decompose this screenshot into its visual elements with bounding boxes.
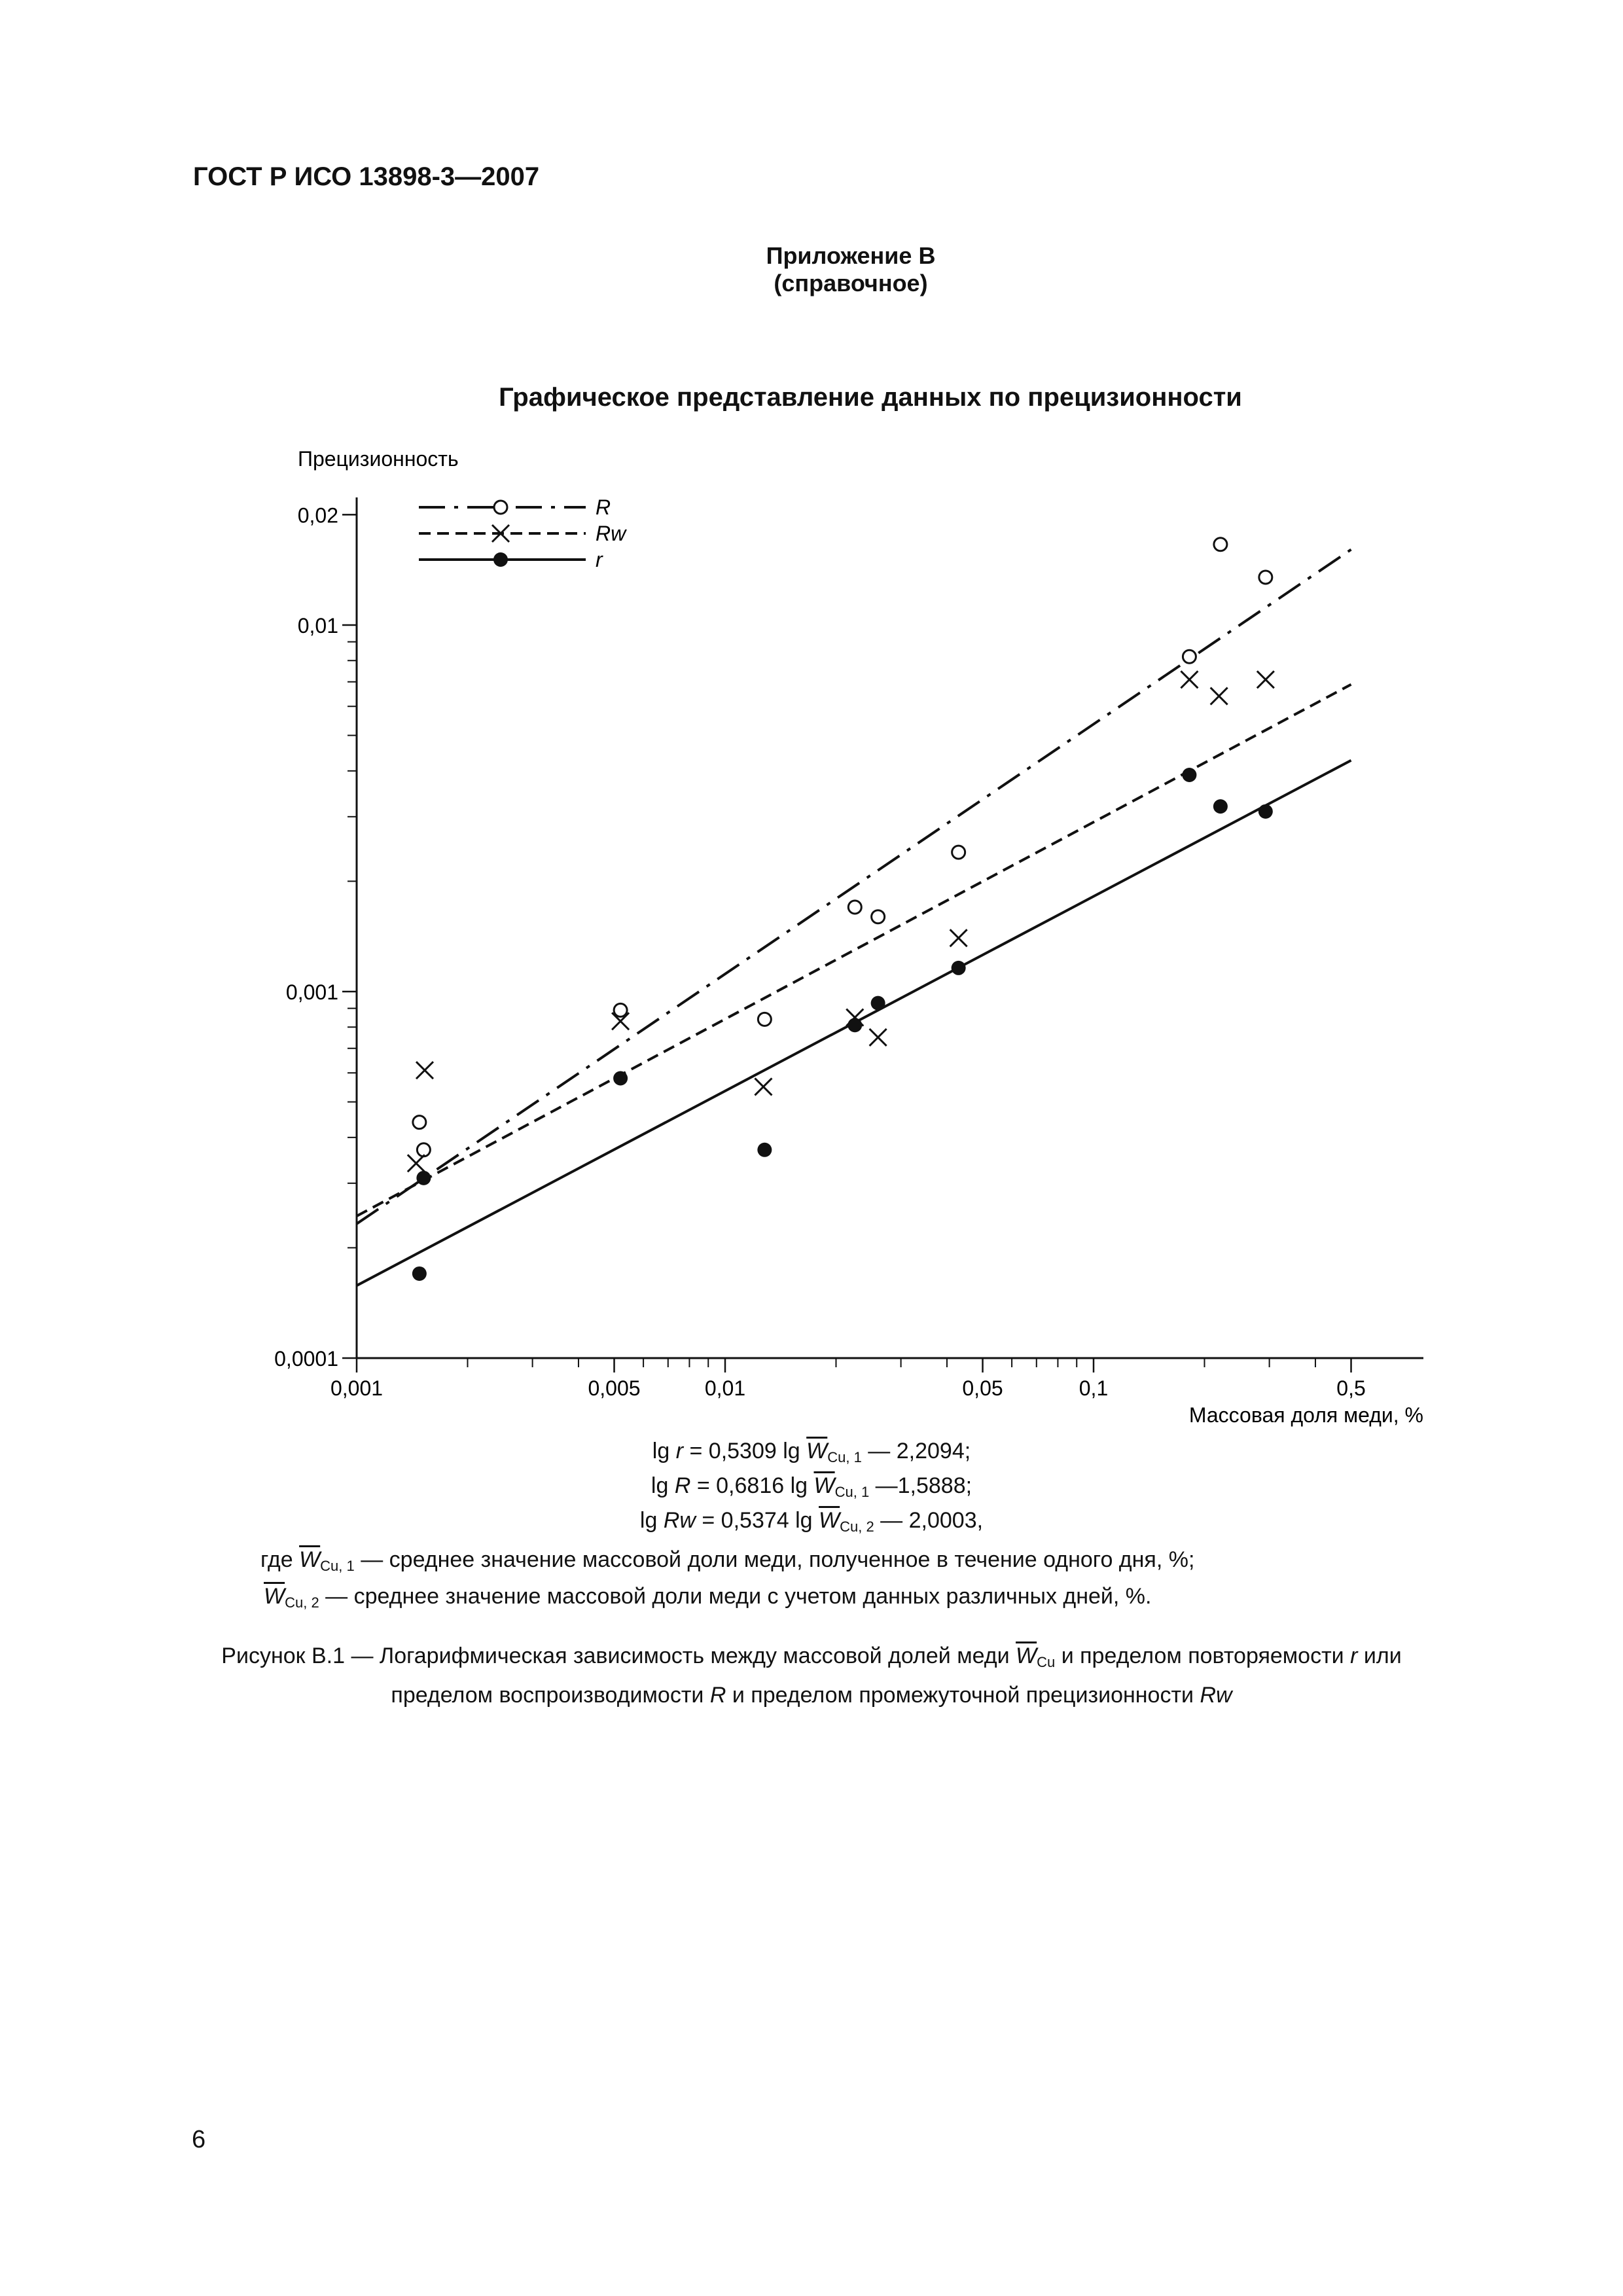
point-R — [1183, 650, 1196, 663]
eq-Rw-mid: = 0,5374 lg — [695, 1508, 819, 1533]
chart-legend — [419, 495, 627, 571]
eq-R-symbol: R — [674, 1473, 691, 1498]
fit-lines — [357, 550, 1351, 1286]
y-axis-label: Прецизионность — [298, 447, 459, 471]
x-tick-label: 0,005 — [588, 1376, 641, 1400]
data-points — [408, 538, 1274, 1281]
caption-part2: и пределом повторяемости — [1055, 1643, 1351, 1668]
where1-sub: Cu, 1 — [320, 1558, 355, 1574]
point-Rw — [1257, 671, 1274, 688]
x-tick-label: 0,01 — [704, 1376, 746, 1400]
where-line-2 — [264, 1584, 1151, 1611]
point-r — [613, 1071, 628, 1085]
eq-r-sub: Cu, 1 — [827, 1449, 862, 1465]
legend-marker-r — [493, 552, 508, 567]
eq-r-mid: = 0,5309 lg — [683, 1439, 807, 1463]
point-Rw — [870, 1029, 887, 1046]
annex-status: (справочное) — [774, 270, 928, 296]
caption-Rw: Rw — [1200, 1683, 1232, 1708]
point-R — [872, 910, 885, 924]
legend-label-r: r — [596, 548, 603, 571]
caption-part4: пределом воспроизводимости — [391, 1683, 710, 1708]
fit-line-R — [357, 550, 1351, 1224]
eq-R-lead: lg — [651, 1473, 675, 1498]
y-tick-label: 0,0001 — [274, 1347, 338, 1371]
point-r — [871, 996, 885, 1011]
y-tick-label: 0,02 — [297, 503, 338, 528]
eq-R-w: $\overline{W}$ — [813, 1473, 835, 1498]
point-r — [1258, 804, 1273, 819]
point-R — [848, 901, 861, 914]
point-r — [847, 1018, 862, 1032]
where1-lead: где — [260, 1547, 300, 1572]
annex-title: Приложение В — [766, 242, 936, 269]
eq-R-tail: —1,5888; — [869, 1473, 972, 1498]
where1-w: $\overline{W}$ — [299, 1547, 321, 1572]
x-tick-label: 0,001 — [330, 1376, 383, 1400]
point-Rw — [416, 1062, 433, 1079]
x-tick-label: 0,1 — [1079, 1376, 1109, 1400]
point-R — [1214, 538, 1227, 551]
caption-part3: или — [1357, 1643, 1402, 1668]
point-R — [952, 846, 965, 859]
where1-tail: — среднее значение массовой доли меди, полученное в течение одного дня, %; — [354, 1547, 1195, 1572]
equation-Rw — [0, 1508, 1623, 1535]
eq-r-tail: — 2,2094; — [861, 1439, 971, 1463]
equation-r — [0, 1439, 1623, 1466]
eq-Rw-symbol: Rw — [663, 1508, 696, 1533]
x-axis-label: Массовая доля меди, % — [1188, 1403, 1423, 1427]
y-tick-label: 0,01 — [297, 614, 338, 637]
eq-R-sub: Cu, 1 — [834, 1484, 870, 1500]
eq-r-lead: lg — [652, 1439, 676, 1463]
where2-sub: Cu, 2 — [285, 1594, 319, 1611]
point-r — [412, 1266, 427, 1281]
eq-Rw-w: $\overline{W}$ — [819, 1508, 840, 1533]
point-R — [413, 1116, 426, 1129]
where2-tail: — среднее значение массовой доли меди с учетом данных различных дней, %. — [319, 1584, 1152, 1609]
equation-R — [0, 1473, 1623, 1501]
chart-title: Графическое представление данных по прецизионности — [499, 383, 1242, 412]
point-r — [757, 1143, 772, 1157]
x-tick-label: 0,5 — [1336, 1376, 1366, 1400]
point-Rw — [1211, 688, 1228, 705]
point-r — [1213, 799, 1228, 814]
eq-r-symbol: r — [675, 1439, 684, 1463]
caption-part5: и пределом промежуточной прецизионности — [726, 1683, 1200, 1708]
where2-w: $\overline{W}$ — [264, 1584, 285, 1609]
fit-line-Rw — [357, 685, 1351, 1216]
eq-Rw-lead: lg — [639, 1508, 664, 1533]
point-r — [416, 1171, 431, 1185]
point-Rw — [950, 929, 967, 946]
y-tick-label: 0,001 — [285, 980, 338, 1004]
eq-Rw-tail: — 2,0003, — [874, 1508, 984, 1533]
chart-axes — [274, 497, 1423, 1400]
point-R — [1259, 571, 1272, 584]
eq-r-w: $\overline{W}$ — [806, 1439, 828, 1463]
point-Rw — [408, 1155, 425, 1172]
legend-marker-R — [494, 501, 507, 514]
page-number: 6 — [192, 2126, 206, 2153]
legend-label-R: R — [596, 495, 611, 519]
caption-R: R — [709, 1683, 726, 1708]
legend-label-Rw: Rw — [596, 522, 626, 545]
where-line-1 — [260, 1547, 1194, 1575]
point-R — [758, 1013, 771, 1026]
point-Rw — [755, 1078, 772, 1095]
x-tick-label: 0,05 — [962, 1376, 1003, 1400]
caption-part1: Рисунок В.1 — Логарифмическая зависимость между массовой долей меди — [221, 1643, 1016, 1668]
point-r — [952, 961, 966, 975]
caption-sub: Cu — [1037, 1654, 1056, 1670]
point-Rw — [1181, 671, 1198, 688]
caption-w: $\overline{W}$ — [1016, 1643, 1037, 1668]
point-r — [1182, 768, 1196, 782]
caption-r: r — [1350, 1643, 1358, 1668]
figure-caption — [131, 1640, 1492, 1712]
document-header: ГОСТ Р ИСО 13898-3—2007 — [193, 162, 540, 191]
eq-Rw-sub: Cu, 2 — [840, 1518, 874, 1535]
eq-R-mid: = 0,6816 lg — [690, 1473, 814, 1498]
point-R — [614, 1003, 627, 1016]
